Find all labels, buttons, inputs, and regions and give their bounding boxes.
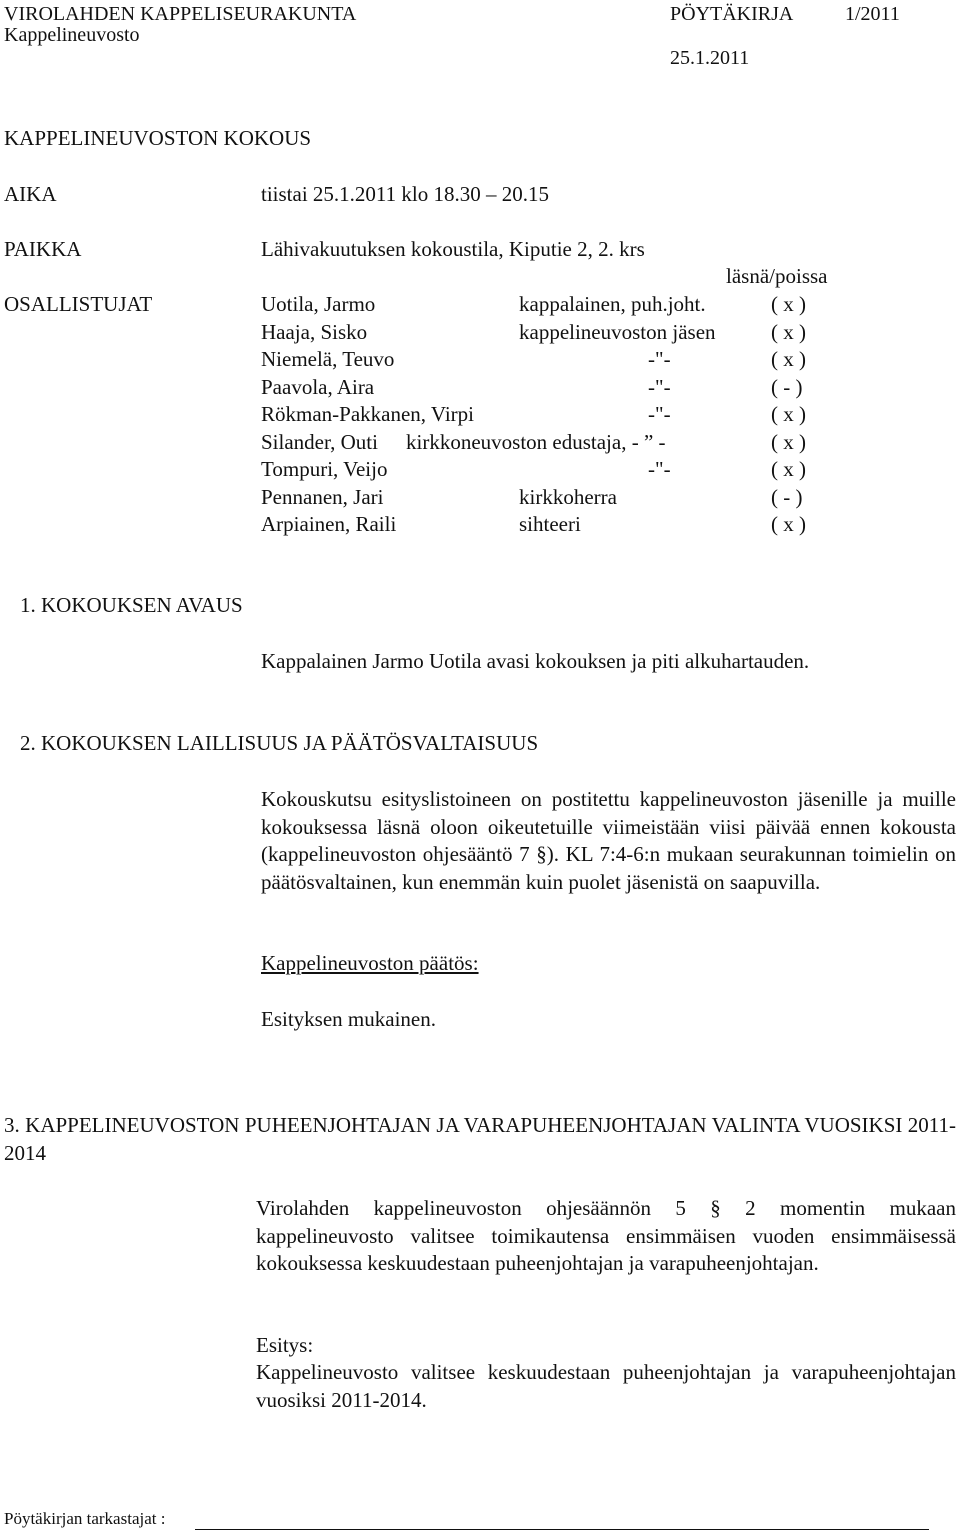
attendee-presence: ( x ): [771, 512, 806, 536]
section-heading: 1. KOKOUKSEN AVAUS: [20, 593, 243, 617]
attendee-name: Haaja, Sisko: [261, 320, 368, 344]
attendee-role: sihteeri: [519, 512, 581, 536]
attendee-name: Silander, Outi: [261, 430, 378, 454]
attendee-name: Rökman-Pakkanen, Virpi: [261, 402, 474, 426]
body-name: Kappelineuvosto: [4, 24, 140, 46]
attendee-role: -"-: [648, 402, 671, 426]
proposal-text: Kappelineuvosto valitsee keskuudestaan puheenjohtajan ja varapuheenjohtajan vuosiksi 2011-2014.: [256, 1360, 956, 1412]
attendee-presence: ( x ): [771, 402, 806, 426]
section-heading: 2. KOKOUKSEN LAILLISUUS JA PÄÄTÖSVALTAISUUS: [20, 731, 539, 755]
document-number: 1/2011: [845, 3, 900, 25]
attendees-label: OSALLISTUJAT: [4, 292, 153, 316]
decision-text: Esityksen mukainen.: [261, 1007, 436, 1031]
place-value: Lähivakuutuksen kokoustila, Kiputie 2, 2. krs: [261, 237, 645, 261]
attendee-role: -"-: [648, 375, 671, 399]
attendee-name: Uotila, Jarmo: [261, 292, 376, 316]
presence-header: läsnä/poissa: [726, 264, 828, 288]
document-date: 25.1.2011: [670, 47, 750, 69]
attendee-presence: ( x ): [771, 320, 806, 344]
meeting-title: KAPPELINEUVOSTON KOKOUS: [4, 126, 312, 150]
place-label: PAIKKA: [4, 237, 82, 261]
section-heading: 3. KAPPELINEUVOSTON PUHEENJOHTAJAN JA VARAPUHEENJOHTAJAN VALINTA VUOSIKSI 2011-2014: [4, 1113, 956, 1165]
proposal-label: Esitys:: [256, 1333, 314, 1357]
time-label: AIKA: [4, 182, 57, 206]
attendee-presence: ( - ): [771, 485, 803, 509]
attendee-role: -"-: [648, 457, 671, 481]
attendee-name: Paavola, Aira: [261, 375, 375, 399]
attendee-presence: ( - ): [771, 375, 803, 399]
attendee-role: kirkkoherra: [519, 485, 617, 509]
footer-label: Pöytäkirjan tarkastajat :: [4, 1509, 166, 1528]
attendee-role: -"-: [648, 347, 671, 371]
section-body: Kappalainen Jarmo Uotila avasi kokouksen ja piti alkuhartauden.: [261, 649, 810, 673]
attendee-presence: ( x ): [771, 347, 806, 371]
signature-line: [195, 1529, 929, 1530]
decision-label: Kappelineuvoston päätös:: [261, 951, 479, 975]
section-body: Kokouskutsu esityslistoineen on postitettu kappelineuvoston jäsenille ja muille kokouksessa läsnä oloon oikeutetuille viimeistään viisi päivää ennen kokousta (kappelineuvoston ohjesääntö 7 §). KL 7:4-6:n mukaan seurakunnan toimielin on päätösvaltainen, kun enemmän kuin puolet jäsenistä on saapuvilla.: [261, 787, 956, 894]
attendee-presence: ( x ): [771, 430, 806, 454]
time-value: tiistai 25.1.2011 klo 18.30 – 20.15: [261, 182, 549, 206]
attendee-role: kappelineuvoston jäsen: [519, 320, 716, 344]
document-type: PÖYTÄKIRJA: [670, 3, 794, 25]
section-body: Virolahden kappelineuvoston ohjesäännön 5 § 2 momentin mukaan kappelineuvosto valitsee toimikautensa ensimmäisen vuoden ensimmäisessä kokouksessa keskuudestaan puheenjohtajan ja varapuheenjohtajan.: [256, 1196, 956, 1275]
attendee-presence: ( x ): [771, 292, 806, 316]
organization-name: VIROLAHDEN KAPPELISEURAKUNTA: [4, 3, 357, 25]
attendee-presence: ( x ): [771, 457, 806, 481]
attendee-name: Pennanen, Jari: [261, 485, 384, 509]
attendee-name: Tompuri, Veijo: [261, 457, 388, 481]
attendee-name: Niemelä, Teuvo: [261, 347, 395, 371]
attendee-role: kirkkoneuvoston edustaja, - ” -: [406, 430, 666, 454]
attendee-name: Arpiainen, Raili: [261, 512, 397, 536]
attendee-role: kappalainen, puh.joht.: [519, 292, 706, 316]
